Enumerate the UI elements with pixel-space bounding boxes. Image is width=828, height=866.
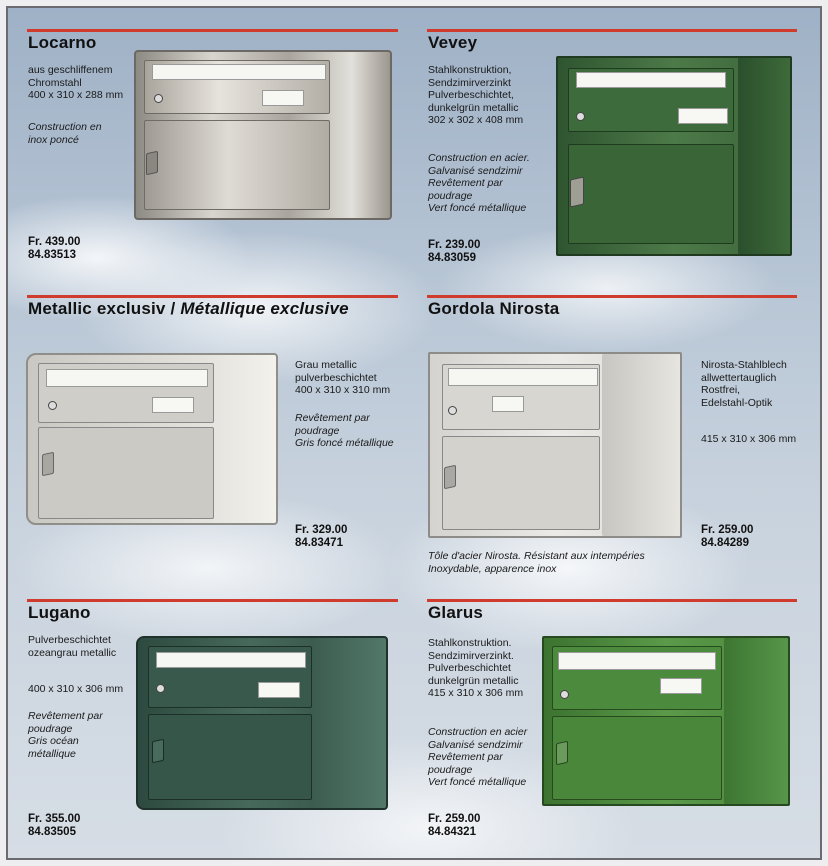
- mailbox-image-gordola: [428, 352, 682, 538]
- product-dims-lugano: 400 x 310 x 306 mm: [28, 683, 124, 695]
- product-desc-fr-metallic: Revêtement par poudrage Gris foncé métallique: [295, 412, 394, 449]
- section-rule-locarno: [27, 29, 398, 32]
- mailbox-image-vevey: [556, 56, 792, 256]
- product-desc-de-locarno: aus geschliffenem Chromstahl 400 x 310 x 288 mm: [28, 64, 124, 101]
- product-desc-fr-gordola: Tôle d'acier Nirosta. Résistant aux intempéries Inoxydable, apparence inox: [428, 550, 645, 575]
- product-title-gordola: Gordola Nirosta: [428, 299, 560, 318]
- section-rule-glarus: [427, 599, 797, 602]
- product-price-glarus: Fr. 259.00 84.84321: [428, 813, 481, 838]
- product-title-lugano: Lugano: [28, 603, 91, 622]
- product-title-vevey: Vevey: [428, 33, 478, 52]
- product-price-metallic: Fr. 329.00 84.83471: [295, 524, 348, 549]
- product-desc-fr-lugano: Revêtement par poudrage Gris océan métallique: [28, 710, 103, 760]
- product-title-metallic: Metallic exclusiv / Métallique exclusive: [28, 299, 349, 318]
- section-rule-vevey: [427, 29, 797, 32]
- product-title-locarno: Locarno: [28, 33, 97, 52]
- product-desc-de-vevey: Stahlkonstruktion, Sendzimirverzinkt Pulverbeschichtet, dunkelgrün metallic 302 x 302 x 408 mm: [428, 64, 524, 126]
- mailbox-image-metallic: [26, 353, 278, 525]
- catalog-page: [8, 8, 820, 858]
- section-rule-gordola: [427, 295, 797, 298]
- product-price-vevey: Fr. 239.00 84.83059: [428, 239, 481, 264]
- product-desc-de-metallic: Grau metallic pulverbeschichtet 400 x 310 x 310 mm: [295, 359, 391, 396]
- mailbox-image-lugano: [136, 636, 388, 810]
- mailbox-image-locarno: [134, 50, 392, 220]
- product-dims-gordola: 415 x 310 x 306 mm: [701, 433, 797, 445]
- mailbox-image-glarus: [542, 636, 790, 806]
- product-title-glarus: Glarus: [428, 603, 484, 622]
- product-desc-fr-vevey: Construction en acier. Galvanisé sendzimir Revêtement par poudrage Vert foncé métallique: [428, 152, 530, 214]
- product-price-lugano: Fr. 355.00 84.83505: [28, 813, 81, 838]
- product-desc-de-lugano: Pulverbeschichtet ozeangrau metallic: [28, 634, 117, 659]
- product-price-gordola: Fr. 259.00 84.84289: [701, 524, 754, 549]
- section-rule-metallic: [27, 295, 398, 298]
- product-desc-fr-glarus: Construction en acier Galvanisé sendzimir Revêtement par poudrage Vert foncé métallique: [428, 726, 528, 788]
- product-price-locarno: Fr. 439.00 84.83513: [28, 236, 81, 261]
- product-desc-de-glarus: Stahlkonstruktion. Sendzimirverzinkt. Pulverbeschichtet dunkelgrün metallic 415 x 310 x 306 mm: [428, 637, 524, 699]
- product-desc-de-gordola: Nirosta-Stahlblech allwettertauglich Rostfrei, Edelstahl-Optik: [701, 359, 787, 409]
- section-rule-lugano: [27, 599, 398, 602]
- product-desc-fr-locarno: Construction en inox poncé: [28, 121, 102, 146]
